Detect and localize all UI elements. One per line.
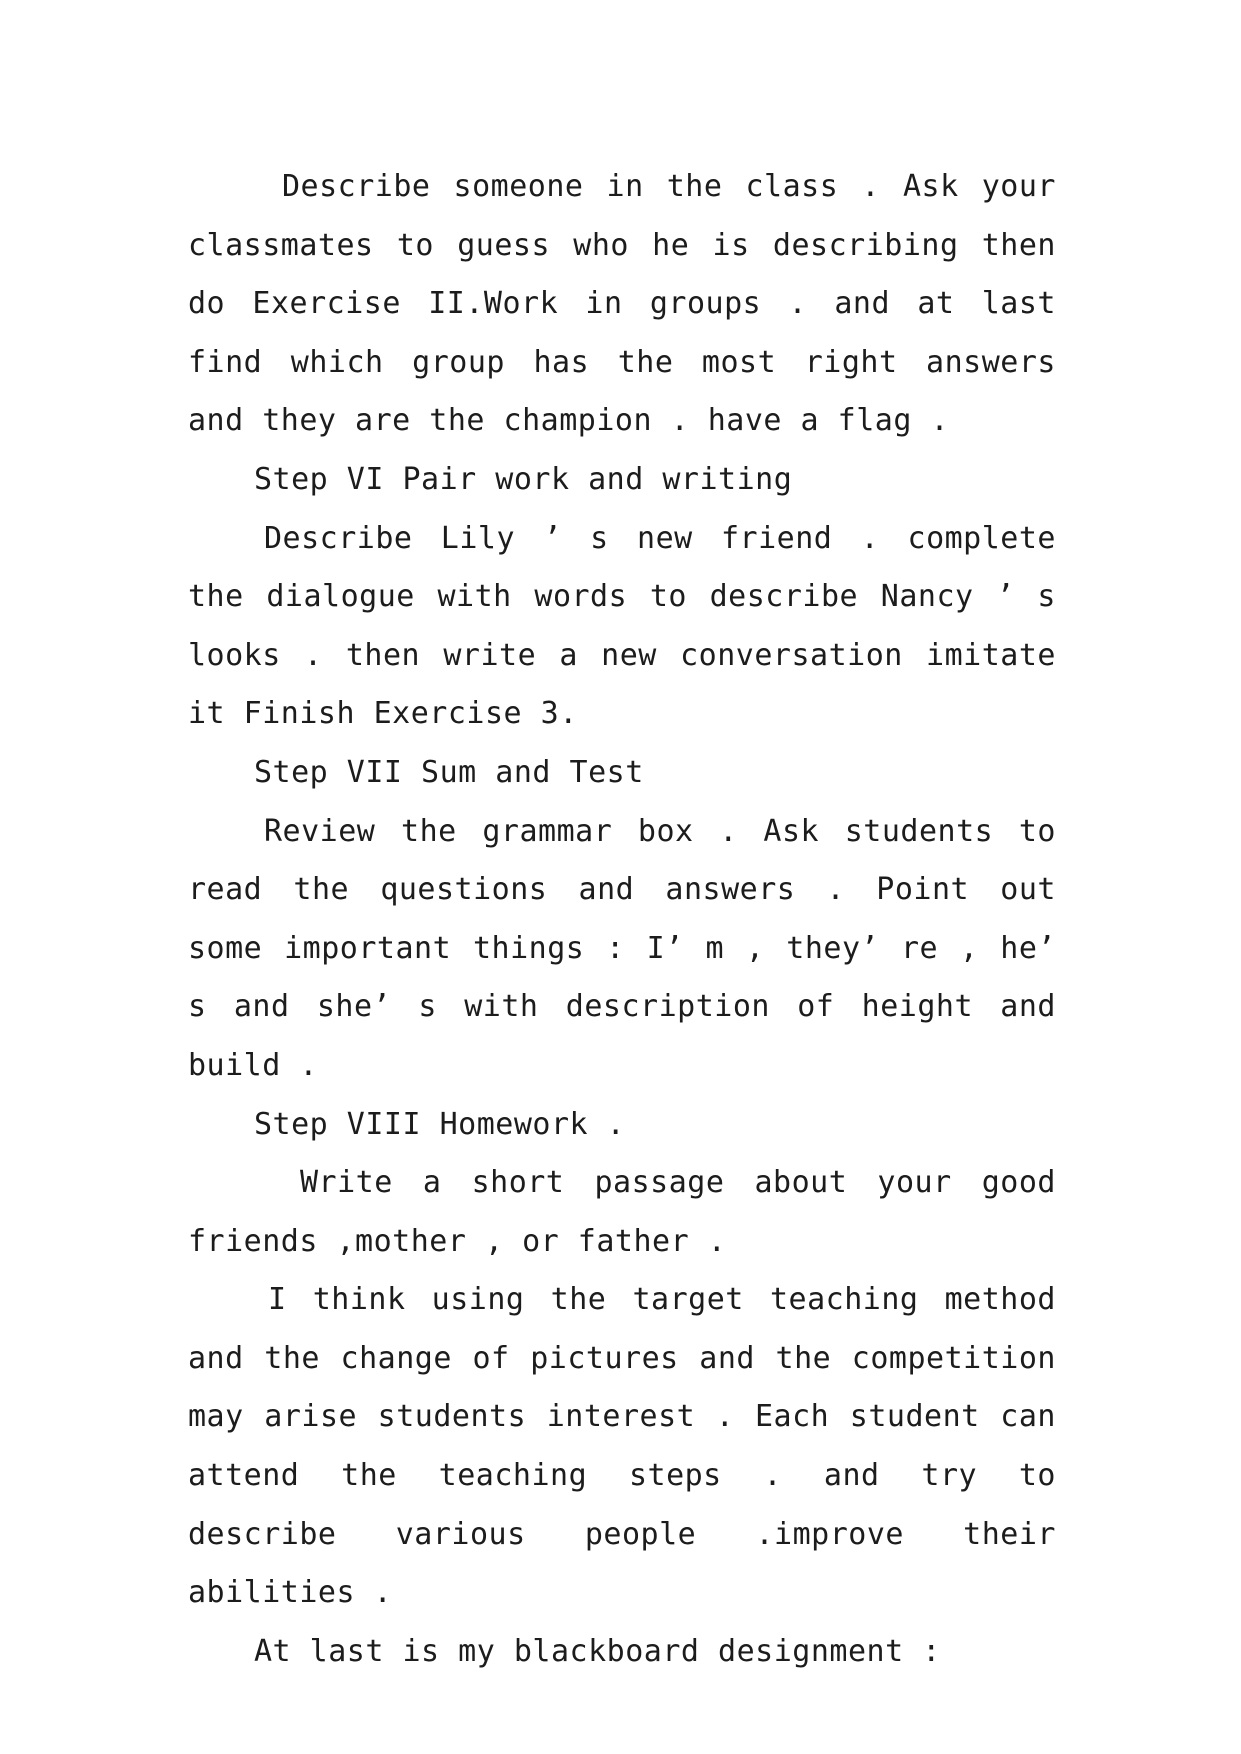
paragraph-describe-someone: Describe someone in the class . Ask your classmates to guess who he is describing then do Exercise II.Work in groups . and at last find which group has the most right answers and they are the champion . have a flag .: [188, 169, 1056, 439]
document-body: [188, 158, 1056, 1681]
heading-step-vi: Step VI Pair work and writing: [254, 461, 793, 497]
paragraph-homework: Write a short passage about your good friends ,mother , or father .: [188, 1165, 1056, 1259]
paragraph-describe-lily: Describe Lily ’ s new friend . complete the dialogue with words to describe Nancy ’ s looks . then write a new conversation imitate it Finish Exercise 3.: [188, 520, 1056, 732]
paragraph-teaching-method: I think using the target teaching method and the change of pictures and the competition may arise students interest . Each student can attend the teaching steps . and try to describe various people .improve their abilities .: [188, 1282, 1056, 1611]
heading-step-vii: Step VII Sum and Test: [254, 754, 644, 790]
paragraph-blackboard: At last is my blackboard designment :: [254, 1633, 941, 1669]
paragraph-review-grammar: Review the grammar box . Ask students to read the questions and answers . Point out some important things : I’ m , they’ re , he’ s and she’ s with description of height and build .: [188, 813, 1056, 1083]
heading-step-viii: Step VIII Homework .: [254, 1106, 626, 1142]
